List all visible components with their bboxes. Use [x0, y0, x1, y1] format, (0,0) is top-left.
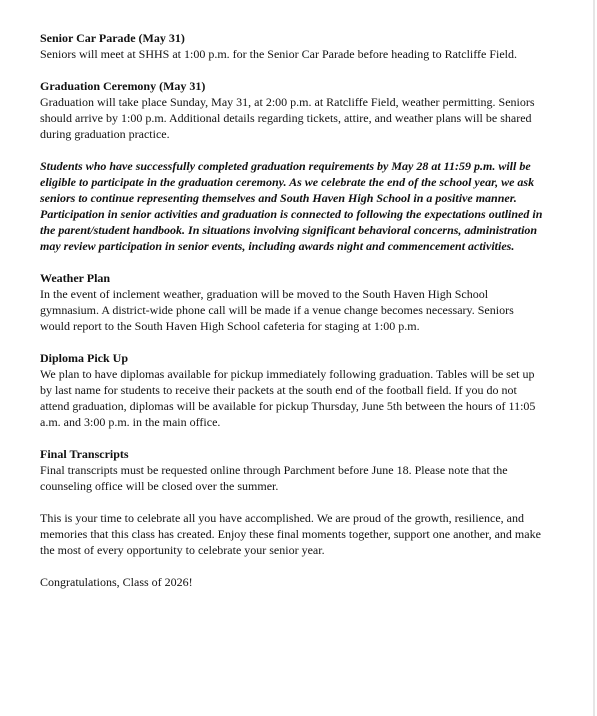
section-senior-car-parade	[40, 30, 545, 62]
section-text: In the event of inclement weather, graduation will be moved to the South Haven High School gymnasium. A district-wide phone call will be made if a venue change becomes necessary. Seniors would report to the South Haven High School cafeteria for staging at 1:00 p.m.	[40, 287, 514, 333]
section-text: Graduation will take place Sunday, May 31, at 2:00 p.m. at Ratcliffe Field, weather permitting. Seniors should arrive by 1:00 p.m. Additional details regarding tickets, attire, and weather plans will be shared during graduation practice.	[40, 95, 535, 141]
section-heading: Graduation Ceremony (May 31)	[40, 79, 206, 93]
section-diploma-pick-up	[40, 350, 545, 430]
closing-paragraph: This is your time to celebrate all you have accomplished. We are proud of the growth, resilience, and memories that this class has created. Enjoy these final moments together, support one another, and make the most of every opportunity to celebrate your senior year.	[40, 511, 541, 557]
section-final-transcripts	[40, 446, 545, 494]
section-weather-plan	[40, 270, 545, 334]
eligibility-notice: Students who have successfully completed graduation requirements by May 28 at 11:59 p.m. will be eligible to participate in the graduation ceremony. As we celebrate the end of the school year, we ask seniors to continue representing themselves and South Haven High School in a positive manner. Participation in senior activities and graduation is connected to following the expectations outlined in the parent/student handbook. In situations involving significant behavioral concerns, administration may review participation in senior events, including awards night and commencement activities.	[40, 159, 543, 253]
section-text: We plan to have diplomas available for pickup immediately following graduation. Tables will be set up by last name for students to receive their packets at the south end of the football field. If you do not attend graduation, diplomas will be available for pickup Thursday, June 5th between the hours of 11:05 a.m. and 3:00 p.m. in the main office.	[40, 367, 536, 429]
section-text: Final transcripts must be requested online through Parchment before June 18. Please note that the counseling office will be closed over the summer.	[40, 463, 508, 493]
section-heading: Weather Plan	[40, 271, 111, 285]
section-graduation-ceremony	[40, 78, 545, 142]
section-heading: Final Transcripts	[40, 447, 129, 461]
section-heading: Senior Car Parade (May 31)	[40, 31, 185, 45]
section-heading: Diploma Pick Up	[40, 351, 129, 365]
closing-paragraph-block	[40, 510, 545, 558]
signoff-line: Congratulations, Class of 2026!	[40, 575, 193, 589]
section-text: Seniors will meet at SHHS at 1:00 p.m. for the Senior Car Parade before heading to Ratcliffe Field.	[40, 47, 518, 61]
document-body	[40, 30, 545, 590]
